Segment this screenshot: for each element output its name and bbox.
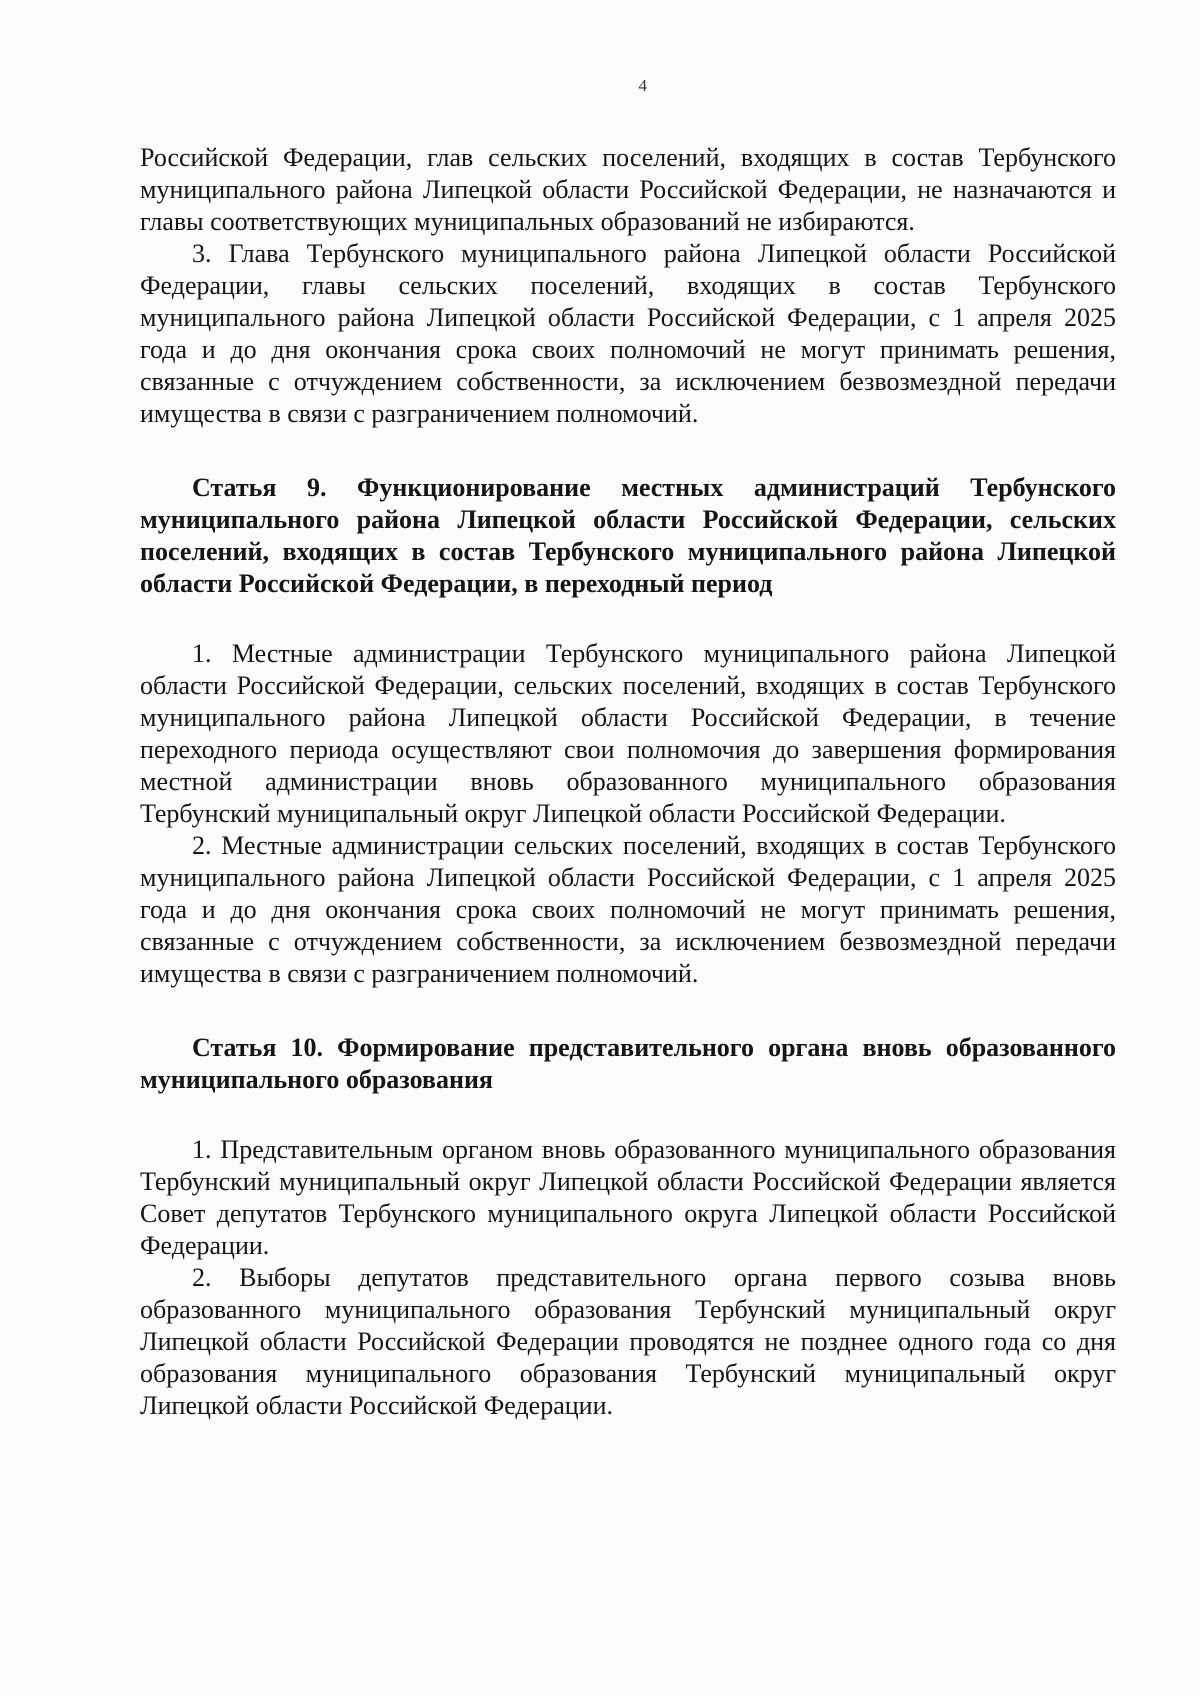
page-number: 4 xyxy=(638,76,648,95)
article-10-paragraph-1: 1. Представительным органом вновь образованного муниципального образования Тербунский муниципальный округ Липецкой области Российской Федерации является Совет депутатов Тербунского муниципального округа Липецкой области Российской Федерации. xyxy=(140,1135,1116,1260)
paragraph-intro-3: 3. Глава Тербунского муниципального района Липецкой области Российской Федерации, главы сельских поселений, входящих в состав Тербунского муниципального района Липецкой области Российской Федерации, с 1 апреля 2025 года и до дня окончания срока своих полномочий не могут принимать решения, связанные с отчуждением собственности, за исключением безвозмездной передачи имущества в связи с разграничением полномочий. xyxy=(140,239,1116,428)
article-9-paragraph-2: 2. Местные администрации сельских поселений, входящих в состав Тербунского муниципального района Липецкой области Российской Федерации, с 1 апреля 2025 года и до дня окончания срока своих полномочий не могут принимать решения, связанные с отчуждением собственности, за исключением безвозмездной передачи имущества в связи с разграничением полномочий. xyxy=(140,831,1116,988)
article-9-paragraph-1: 1. Местные администрации Тербунского муниципального района Липецкой области Российской Федерации, сельских поселений, входящих в состав Тербунского муниципального района Липецкой области Российской Федерации, в течение переходного периода осуществляют свои полномочия до завершения формирования местной администрации вновь образованного муниципального образования Тербунский муниципальный округ Липецкой области Российской Федерации. xyxy=(140,639,1116,828)
document-content xyxy=(140,142,1116,1422)
article-10-paragraph-2: 2. Выборы депутатов представительного органа первого созыва вновь образованного муниципального образования Тербунский муниципальный округ Липецкой области Российской Федерации проводятся не позднее одного года со дня образования муниципального образования Тербунский муниципальный округ Липецкой области Российской Федерации. xyxy=(140,1263,1116,1420)
article-10-heading: Статья 10. Формирование представительного органа вновь образованного муниципального образования xyxy=(140,1033,1116,1094)
paragraph-intro-continuation: Российской Федерации, глав сельских поселений, входящих в состав Тербунского муниципального района Липецкой области Российской Федерации, не назначаются и главы соответствующих муниципальных образований не избираются. xyxy=(140,143,1116,236)
article-9-heading: Статья 9. Функционирование местных администраций Тербунского муниципального района Липецкой области Российской Федерации, сельских поселений, входящих в состав Тербунского муниципального района Липецкой области Российской Федерации, в переходный период xyxy=(140,473,1116,598)
